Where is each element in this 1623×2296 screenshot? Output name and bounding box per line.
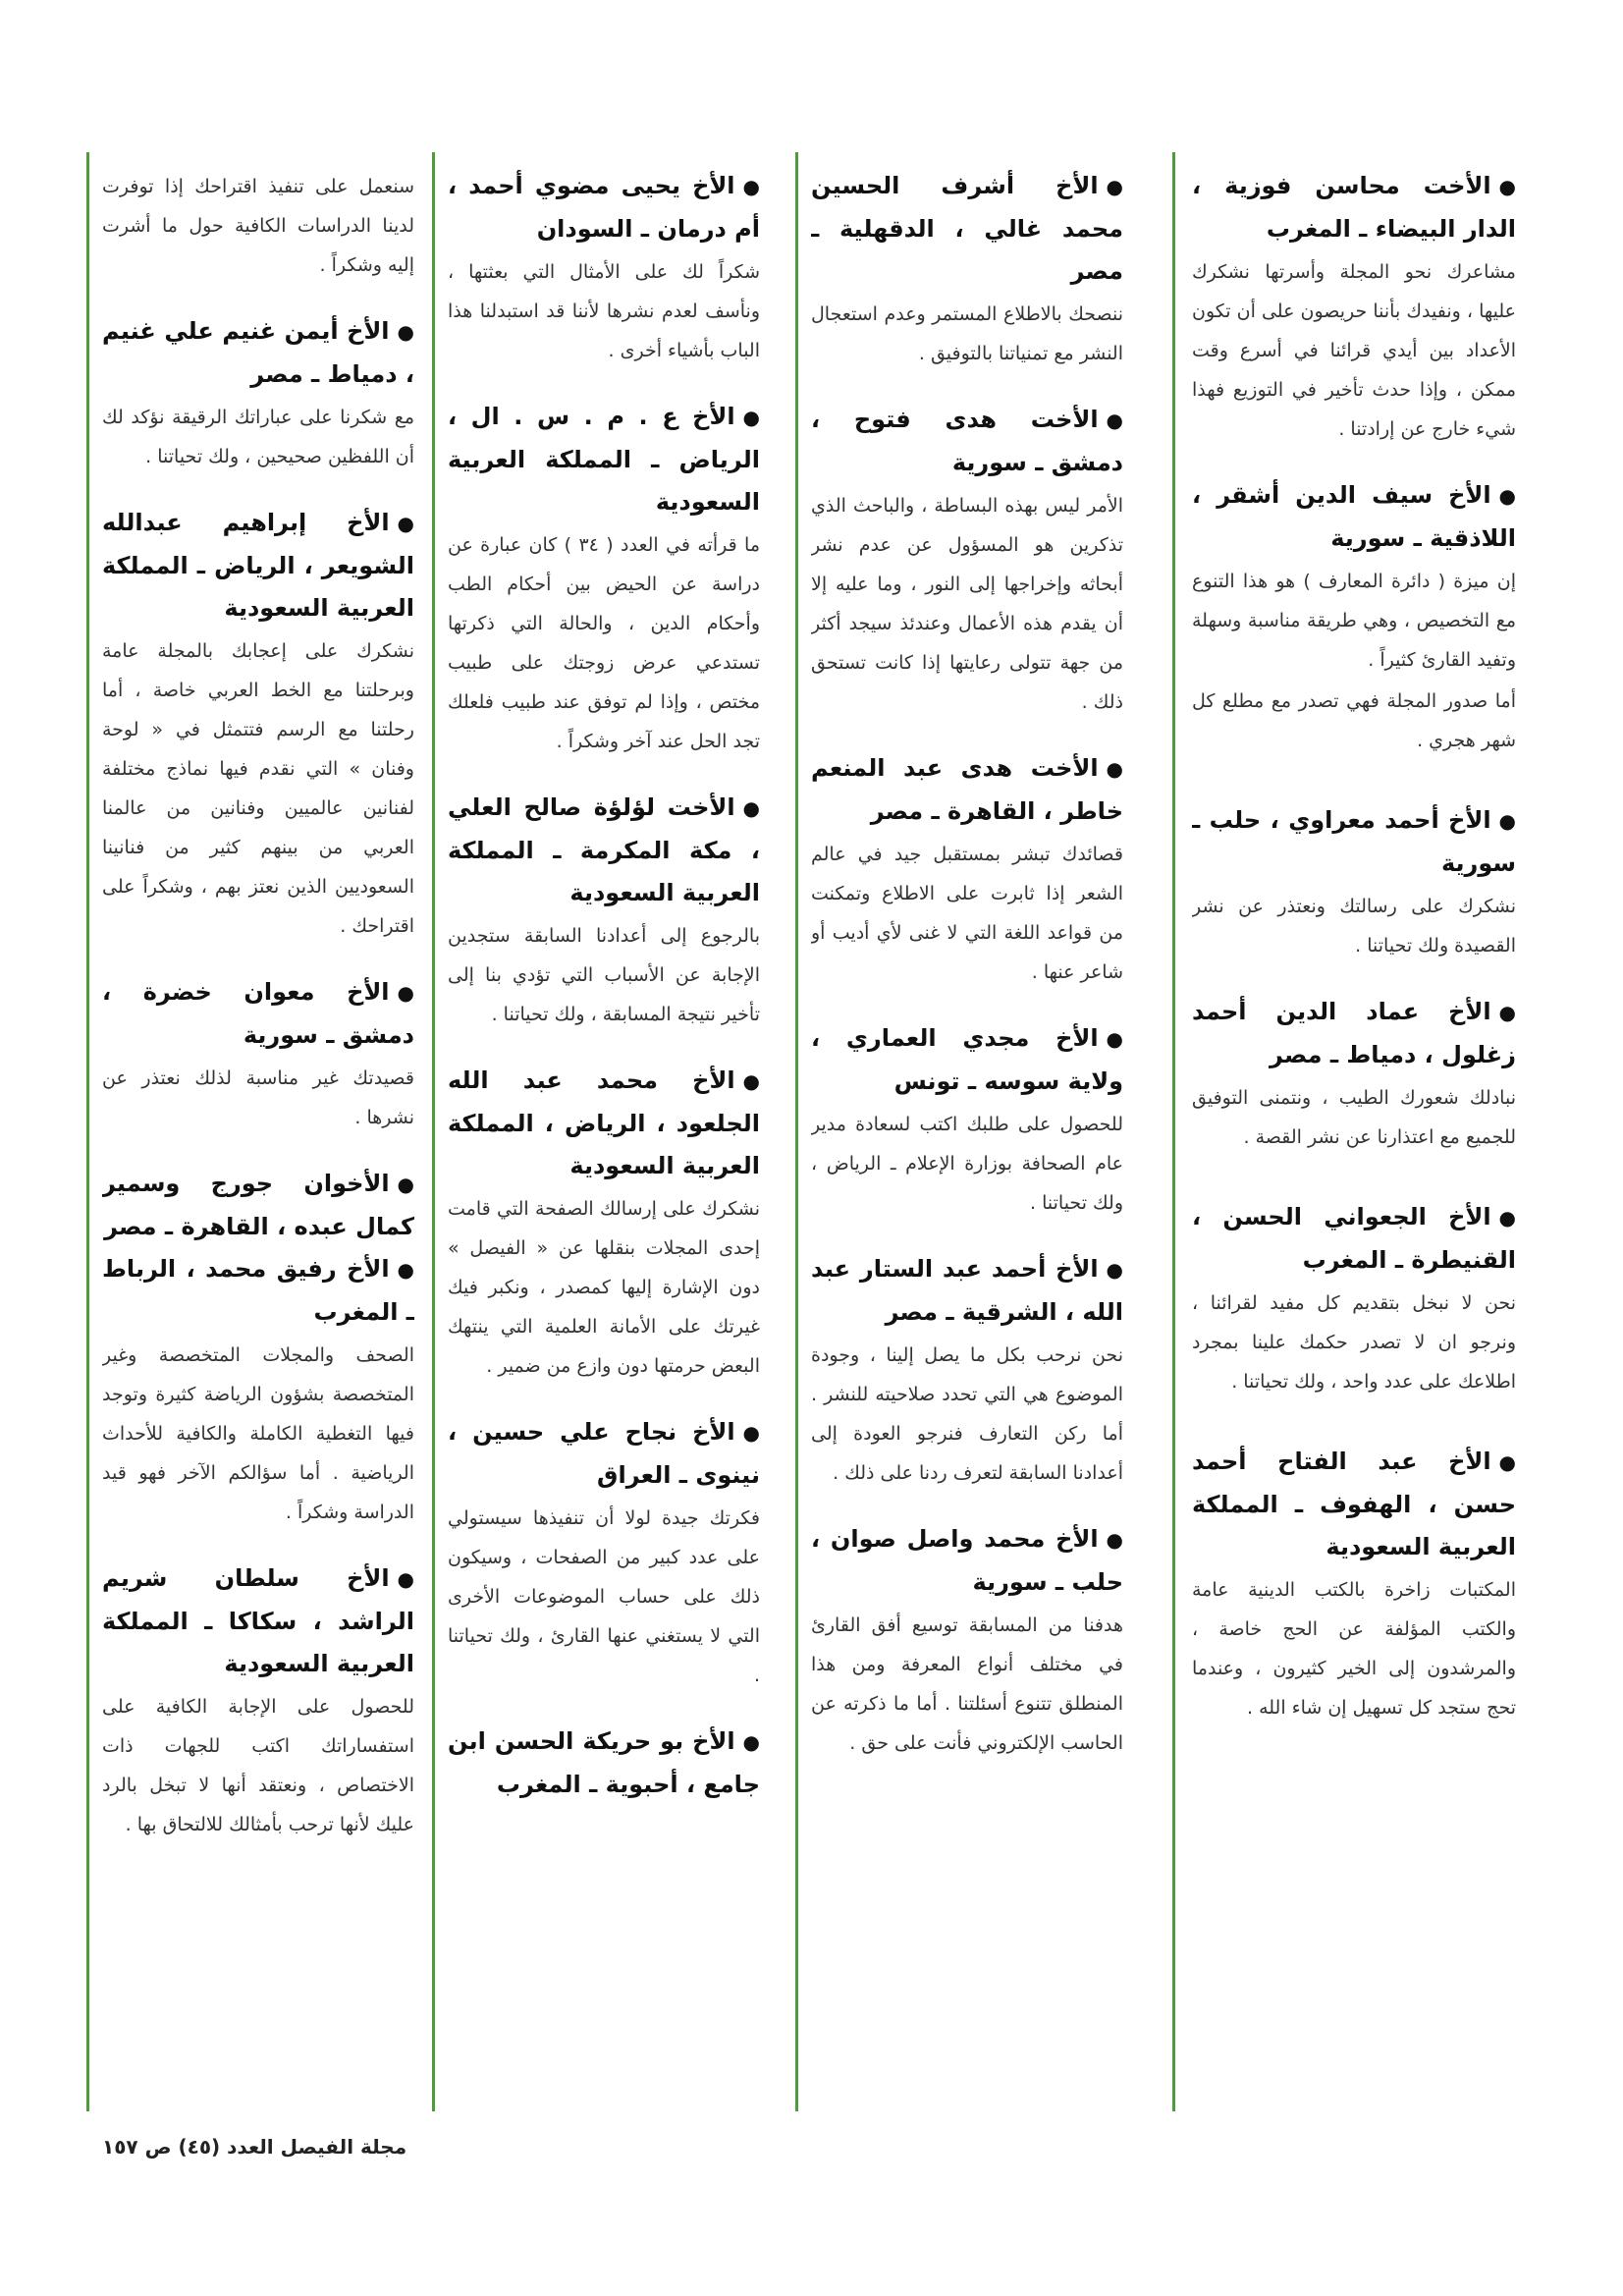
bullet-icon: ● bbox=[1106, 409, 1123, 432]
entry-body: نشكرك على إعجابك بالمجلة عامة وبرحلتنا مع الخط العربي خاصة ، أما رحلتنا مع الرسم فتتمثل في « لوحة وفنان » التي نقدم فيها نماذج مختلفة لفنانين عالميين وفنانين من عالمنا العربي من بينهم كثير من فنانينا السعوديين الذين نعتز بهم ، وشكراً على اقتراحك . bbox=[102, 640, 414, 937]
entry-heading-text: الأخ سلطان شريم الراشد ، سكاكا ـ المملكة العربية السعودية bbox=[102, 1564, 414, 1677]
letter-entry bbox=[1192, 991, 1516, 1157]
entry-heading-text: الأخ أيمن غنيم علي غنيم ، دمياط ـ مصر bbox=[102, 317, 414, 388]
letter-entry bbox=[102, 1163, 414, 1248]
letter-entry bbox=[102, 1558, 414, 1844]
entry-body: فكرتك جيدة لولا أن تنفيذها سيستولي على عدد كبير من الصفحات ، وسيكون ذلك على حساب الموضوعات الأخرى التي لا يستغني عنها القارئ ، ولك تحياتنا . bbox=[448, 1507, 760, 1686]
bullet-icon: ● bbox=[742, 406, 760, 429]
entry-heading-text: الأخوان جورج وسمير كمال عبده ، القاهرة ـ مصر bbox=[102, 1170, 414, 1240]
entry-heading bbox=[102, 1163, 414, 1248]
entry-heading bbox=[1192, 1441, 1516, 1568]
entry-body: الصحف والمجلات المتخصصة وغير المتخصصة بشؤون الرياضة كثيرة وتوجد فيها التغطية الكاملة والكافية للأحداث الرياضية . أما سؤالكم الآخر فهو قيد الدراسة وشكراً . bbox=[102, 1344, 414, 1523]
entry-heading-text: الأخ محمد واصل صوان ، حلب ـ سورية bbox=[811, 1525, 1123, 1596]
column-2 bbox=[811, 165, 1123, 2109]
letter-entry bbox=[102, 167, 414, 285]
column-rule bbox=[795, 152, 798, 2111]
entry-heading-text: الأخ أحمد عبد الستار عبد الله ، الشرقية ـ مصر bbox=[811, 1255, 1123, 1326]
entry-body: للحصول على الإجابة الكافية على استفساراتك اكتب للجهات ذات الاختصاص ، ونعتقد أنها لا تبخل بالرد عليك لأنها ترحب بأمثالك للالتحاق بها . bbox=[102, 1696, 414, 1835]
column-1 bbox=[1192, 165, 1516, 2109]
entry-body: مع شكرنا على عباراتك الرقيقة نؤكد لك أن اللفظين صحيحين ، ولك تحياتنا . bbox=[102, 407, 414, 467]
bullet-icon: ● bbox=[1106, 175, 1123, 198]
entry-body: المكتبات زاخرة بالكتب الدينية عامة والكتب المؤلفة عن الحج خاصة ، والمرشدون إلى الخير كثيرون ، وعندما تحج ستجد كل تسهيل إن شاء الله . bbox=[1192, 1579, 1516, 1719]
entry-body: نشكرك على إرسالك الصفحة التي قامت إحدى المجلات بنقلها عن « الفيصل » دون الإشارة إليها كمصدر ، ونكبر فيك غيرتك على الأمانة العلمية التي ينتهك البعض حرمتها دون وازع من ضمير . bbox=[448, 1198, 760, 1377]
bullet-icon: ● bbox=[397, 1258, 414, 1282]
entry-body: نحن لا نبخل بتقديم كل مفيد لقرائنا ، ونرجو ان لا تصدر حكمك علينا بمجرد اطلاعك على عدد واحد ، ولك تحياتنا . bbox=[1192, 1292, 1516, 1393]
letter-entry bbox=[1192, 474, 1516, 760]
entry-heading bbox=[102, 310, 414, 396]
entry-heading bbox=[811, 1248, 1123, 1334]
letter-entry bbox=[1192, 1196, 1516, 1401]
letter-entry bbox=[811, 1017, 1123, 1223]
column-rule bbox=[432, 152, 435, 2111]
entry-heading-text: الأخ يحيى مضوي أحمد ، أم درمان ـ السودان bbox=[448, 172, 760, 243]
entry-heading bbox=[448, 396, 760, 523]
entry-heading-text: الأخ أحمد معراوي ، حلب ـ سورية bbox=[1192, 806, 1516, 877]
entry-heading bbox=[448, 165, 760, 250]
letter-entry bbox=[102, 502, 414, 946]
entry-heading-text: الأخ رفيق محمد ، الرباط ـ المغرب bbox=[102, 1255, 414, 1326]
entry-heading bbox=[1192, 799, 1516, 885]
entry-heading bbox=[102, 1248, 414, 1334]
entry-heading bbox=[448, 1060, 760, 1187]
entry-body: قصيدتك غير مناسبة لذلك نعتذر عن نشرها . bbox=[102, 1067, 414, 1128]
entry-heading bbox=[448, 1721, 760, 1806]
entry-body: نحن نرحب بكل ما يصل إلينا ، وجودة الموضوع هي التي تحدد صلاحيته للنشر . أما ركن التعارف فنرجو العودة إلى أعدادنا السابقة لتعرف ردنا على ذلك . bbox=[811, 1344, 1123, 1484]
entry-heading-text: الأخ أشرف الحسين محمد غالي ، الدقهلية ـ مصر bbox=[811, 172, 1123, 285]
entry-heading bbox=[1192, 991, 1516, 1076]
entry-heading-text: الأخ معوان خضرة ، دمشق ـ سورية bbox=[102, 978, 414, 1049]
entry-heading-text: الأخت هدى فتوح ، دمشق ـ سورية bbox=[811, 406, 1123, 476]
bullet-icon: ● bbox=[742, 175, 760, 198]
column-rule bbox=[1172, 152, 1175, 2111]
bullet-icon: ● bbox=[742, 1730, 760, 1754]
bullet-icon: ● bbox=[1498, 1206, 1516, 1230]
bullet-icon: ● bbox=[1498, 1450, 1516, 1474]
bullet-icon: ● bbox=[1498, 484, 1516, 508]
entry-body: شكراً لك على الأمثال التي بعثتها ، ونأسف لعدم نشرها لأننا قد استبدلنا هذا الباب بأشياء أخرى . bbox=[448, 261, 760, 361]
bullet-icon: ● bbox=[1106, 1258, 1123, 1282]
entry-heading bbox=[102, 971, 414, 1057]
letter-entry bbox=[811, 165, 1123, 373]
bullet-icon: ● bbox=[1498, 809, 1516, 833]
entry-heading-text: الأخت هدى عبد المنعم خاطر ، القاهرة ـ مصر bbox=[811, 754, 1123, 825]
entry-heading-text: الأخ محمد عبد الله الجلعود ، الرياض ، المملكة العربية السعودية bbox=[448, 1066, 760, 1179]
entry-body: مشاعرك نحو المجلة وأسرتها نشكرك عليها ، ونفيدك بأننا حريصون على أن تكون الأعداد بين أيدي قرائنا في أسرع وقت ممكن ، وإذا حدث تأخير في التوزيع فهذا شيء خارج عن إرادتنا . bbox=[1192, 261, 1516, 440]
letter-entry bbox=[1192, 1441, 1516, 1727]
letter-entry bbox=[811, 747, 1123, 992]
letter-entry bbox=[811, 1248, 1123, 1493]
entry-heading bbox=[102, 1558, 414, 1685]
entry-body: للحصول على طلبك اكتب لسعادة مدير عام الصحافة بوزارة الإعلام ـ الرياض ، ولك تحياتنا . bbox=[811, 1114, 1123, 1214]
letter-entry bbox=[1192, 799, 1516, 965]
letter-entry bbox=[811, 399, 1123, 722]
letter-entry bbox=[448, 1721, 760, 1806]
entry-heading bbox=[448, 1411, 760, 1497]
letter-entry bbox=[448, 1060, 760, 1386]
entry-body: إن ميزة ( دائرة المعارف ) هو هذا التنوع مع التخصيص ، وهي طريقة مناسبة وسهلة وتفيد القارئ كثيراً . bbox=[1192, 571, 1516, 671]
entry-heading bbox=[1192, 165, 1516, 250]
bullet-icon: ● bbox=[742, 1069, 760, 1093]
entry-body: الأمر ليس بهذه البساطة ، والباحث الذي تذكرين هو المسؤول عن عدم نشر أبحاثه وإخراجها إلى النور ، وما عليه إلا أن يقدم هذه الأعمال وعندئذ سيجد أكثر من جهة تتولى رعايتها إذا كانت تستحق ذلك . bbox=[811, 495, 1123, 713]
bullet-icon: ● bbox=[397, 1173, 414, 1196]
bullet-icon: ● bbox=[397, 981, 414, 1005]
bullet-icon: ● bbox=[742, 1421, 760, 1445]
entry-heading bbox=[1192, 474, 1516, 560]
bullet-icon: ● bbox=[1106, 757, 1123, 781]
entry-heading-text: الأخ الجعواني الحسن ، القنيطرة ـ المغرب bbox=[1192, 1203, 1516, 1274]
entry-heading-text: الأخت محاسن فوزية ، الدار البيضاء ـ المغرب bbox=[1192, 172, 1516, 243]
entry-heading-text: الأخ سيف الدين أشقر ، اللاذقية ـ سورية bbox=[1192, 481, 1516, 552]
bullet-icon: ● bbox=[1106, 1528, 1123, 1552]
page-footer: مجلة الفيصل العدد (٤٥) ص ١٥٧ bbox=[102, 2135, 407, 2159]
bullet-icon: ● bbox=[397, 512, 414, 535]
entry-heading-text: الأخ عبد الفتاح أحمد حسن ، الهفوف ـ المملكة العربية السعودية bbox=[1192, 1448, 1516, 1560]
entry-body: قصائدك تبشر بمستقبل جيد في عالم الشعر إذا ثابرت على الاطلاع وتمكنت من قواعد اللغة التي لا غنى لأي أديب أو شاعر عنها . bbox=[811, 844, 1123, 983]
entry-body: نشكرك على رسالتك ونعتذر عن نشر القصيدة ولك تحياتنا . bbox=[1192, 896, 1516, 957]
letter-entry bbox=[448, 165, 760, 370]
entry-heading-text: الأخ بو حريكة الحسن ابن جامع ، أحبوية ـ المغرب bbox=[448, 1727, 760, 1798]
letter-entry bbox=[448, 1411, 760, 1695]
entry-heading bbox=[811, 399, 1123, 484]
letter-entry bbox=[102, 971, 414, 1137]
column-3 bbox=[448, 165, 760, 2109]
entry-heading-text: الأخ إبراهيم عبدالله الشويعر ، الرياض ـ المملكة العربية السعودية bbox=[102, 509, 414, 622]
bullet-icon: ● bbox=[397, 1567, 414, 1591]
entry-body: بالرجوع إلى أعدادنا السابقة ستجدين الإجابة عن الأسباب التي تؤدي بنا إلى تأخير نتيجة المسابقة ، ولك تحياتنا . bbox=[448, 925, 760, 1025]
entry-body: هدفنا من المسابقة توسيع أفق القارئ في مختلف أنواع المعرفة ومن هذا المنطلق تتنوع أسئلتنا . أما ما ذكرته عن الحاسب الإلكتروني فأنت على حق . bbox=[811, 1614, 1123, 1754]
letter-entry bbox=[811, 1518, 1123, 1763]
entry-body: أما صدور المجلة فهي تصدر مع مطلع كل شهر هجري . bbox=[1192, 690, 1516, 751]
letter-entry bbox=[102, 310, 414, 476]
bullet-icon: ● bbox=[1106, 1027, 1123, 1051]
entry-heading-text: الأخت لؤلؤة صالح العلي ، مكة المكرمة ـ المملكة العربية السعودية bbox=[448, 793, 760, 906]
entry-body: نبادلك شعورك الطيب ، ونتمنى التوفيق للجميع مع اعتذارنا عن نشر القصة . bbox=[1192, 1087, 1516, 1148]
entry-heading bbox=[811, 1518, 1123, 1604]
entry-heading bbox=[811, 1017, 1123, 1103]
letter-entry bbox=[1192, 165, 1516, 449]
entry-heading bbox=[811, 747, 1123, 833]
bullet-icon: ● bbox=[1498, 175, 1516, 198]
entry-heading-text: الأخ مجدي العماري ، ولاية سوسه ـ تونس bbox=[811, 1024, 1123, 1095]
entry-heading bbox=[1192, 1196, 1516, 1282]
entry-body: ننصحك بالاطلاع المستمر وعدم استعجال النشر مع تمنياتنا بالتوفيق . bbox=[811, 303, 1123, 364]
bullet-icon: ● bbox=[742, 796, 760, 820]
entry-heading-text: الأخ نجاح علي حسين ، نينوى ـ العراق bbox=[448, 1418, 760, 1489]
column-4 bbox=[102, 165, 414, 2109]
entry-heading bbox=[102, 502, 414, 629]
entry-heading bbox=[811, 165, 1123, 293]
column-rule bbox=[86, 152, 89, 2111]
entry-body: ما قرأته في العدد ( ٣٤ ) كان عبارة عن دراسة عن الحيض بين أحكام الطب وأحكام الدين ، والحالة التي ذكرتها تستدعي عرض زوجتك على طبيب مختص ، وإذا لم توفق عند طبيب فلعلك تجد الحل عند آخر وشكراً . bbox=[448, 534, 760, 752]
letter-entry bbox=[102, 1248, 414, 1532]
bullet-icon: ● bbox=[397, 320, 414, 344]
bullet-icon: ● bbox=[1498, 1001, 1516, 1024]
letter-entry bbox=[448, 787, 760, 1034]
entry-heading bbox=[448, 787, 760, 914]
entry-heading-text: الأخ عماد الدين أحمد زغلول ، دمياط ـ مصر bbox=[1192, 998, 1516, 1068]
letter-entry bbox=[448, 396, 760, 761]
entry-heading-text: الأخ ع . م . س . ال ، الرياض ـ المملكة العربية السعودية bbox=[448, 403, 760, 516]
entry-body: سنعمل على تنفيذ اقتراحك إذا توفرت لدينا الدراسات الكافية حول ما أشرت إليه وشكراً . bbox=[102, 176, 414, 276]
